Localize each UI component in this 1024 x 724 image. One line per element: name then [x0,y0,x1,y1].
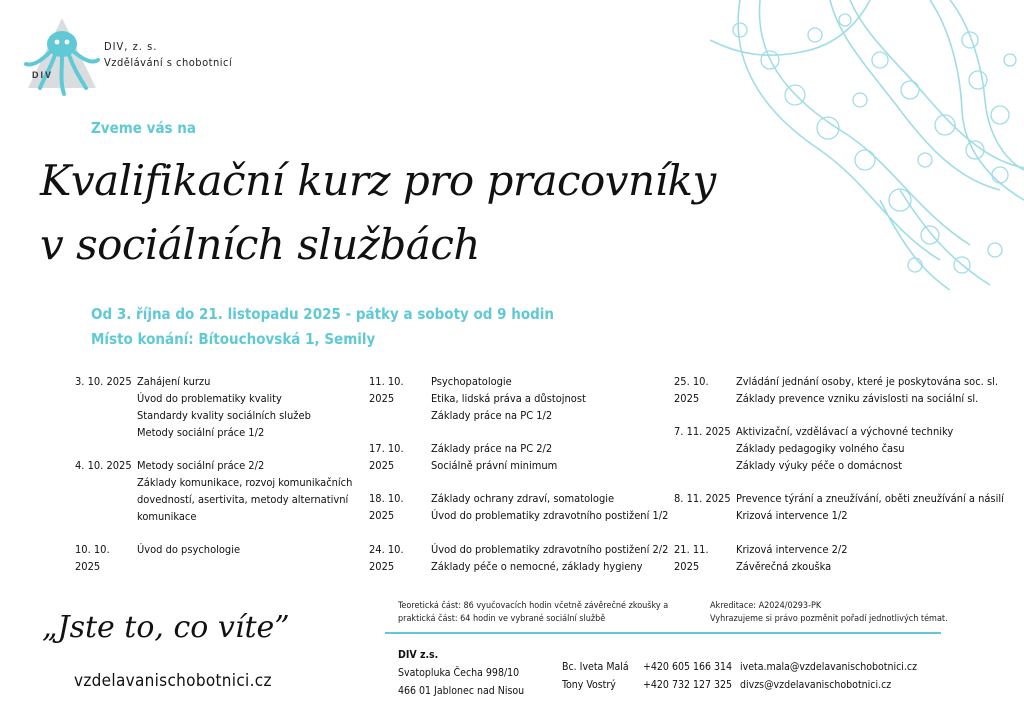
entry-topic: Základy výuky péče o domácnost [736,459,903,472]
footer-city: 466 01 Jablonec nad Nisou [398,685,525,697]
schedule-entry [674,423,953,474]
practice-note: praktická část: 64 hodin ve vybrané sociální službě [398,614,606,624]
footer-names [562,658,629,694]
contact-email[interactable]: iveta.mala@vzdelavanischobotnici.cz [740,661,918,673]
octopus-icon [22,14,100,98]
entry-topic: Zvládání jednání osoby, které je poskytována soc. sl. [736,375,999,388]
entry-topic: komunikace [137,510,197,523]
org-subtitle: Vzdělávání s chobotnicí [104,56,233,69]
entry-topic: Úvod do problematiky kvality [137,392,282,405]
footer-street: Svatopluka Čecha 998/10 [398,667,520,679]
schedule-entry [369,490,668,524]
footer-phones [643,658,732,694]
entry-topic: Prevence týrání a zneužívání, oběti zneužívání a násilí [736,492,1004,505]
entry-topic: Závěrečná zkouška [736,560,832,573]
entry-topic: Krizová intervence 1/2 [736,509,848,522]
entry-topic: Sociálně právní minimum [431,459,558,472]
entry-topic: Aktivizační, vzdělávací a výchovné techniky [736,425,954,438]
entry-topic: Zahájení kurzu [137,375,211,388]
entry-topic: Základy péče o nemocné, základy hygieny [431,560,643,573]
entry-date: 25. 10. 2025 [674,375,709,405]
footer-emails [740,658,917,694]
entry-date: 7. 11. 2025 [674,425,731,438]
website-link[interactable]: vzdelavanischobotnici.cz [74,671,272,691]
schedule-entry [369,373,586,424]
contact-name: Tony Vostrý [562,679,616,691]
entry-topic: Metody sociální práce 2/2 [137,459,265,472]
entry-topic: Základy ochrany zdraví, somatologie [431,492,615,505]
org-name: DIV, z. s. [104,40,158,53]
entry-date: 3. 10. 2025 [75,375,132,388]
entry-date: 8. 11. 2025 [674,492,731,505]
entry-topic: Etika, lidská práva a důstojnost [431,392,586,405]
entry-date: 10. 10. 2025 [75,543,110,573]
divider [385,632,941,634]
contact-name: Bc. Iveta Malá [562,661,629,673]
invite-text: Zveme vás na [91,119,196,137]
entry-topic: Úvod do problematiky zdravotního postižení 2/2 [431,543,669,556]
logo-text: DIV [32,70,54,80]
schedule-entry [674,373,998,407]
entry-date: 4. 10. 2025 [75,459,132,472]
footer-org: DIV z.s. [398,649,439,661]
accreditation: Akreditace: A2024/0293-PK [710,601,822,611]
entry-topic: Úvod do problematiky zdravotního postižení 1/2 [431,509,669,522]
entry-topic: Krizová intervence 2/2 [736,543,848,556]
entry-date: 18. 10. 2025 [369,492,404,522]
schedule-entry [369,440,557,474]
octopus-logo [22,14,100,98]
tentacle-decoration [700,0,1024,290]
entry-date: 21. 11. 2025 [674,543,709,573]
contact-phone[interactable]: +420 605 166 314 [643,661,733,673]
schedule-entry [369,541,668,575]
schedule-entry [75,541,240,575]
schedule-entry [674,490,1004,524]
schedule-entry [75,457,352,525]
schedule-entry [75,373,311,441]
entry-topic: Metody sociální práce 1/2 [137,426,265,439]
entry-date: 17. 10. 2025 [369,442,404,472]
reserve-note: Vyhrazujeme si právo pozměnit pořadí jednotlivých témat. [710,614,948,624]
slogan: „Jste to, co víte” [42,610,290,645]
entry-topic: Základy práce na PC 1/2 [431,409,553,422]
contact-email[interactable]: divzs@vzdelavanischobotnici.cz [740,679,892,691]
entry-topic: Standardy kvality sociálních služeb [137,409,311,422]
entry-topic: Základy komunikace, rozvoj komunikačních [137,476,353,489]
theory-note: Teoretická část: 86 vyučovacích hodin včetně závěrečné zkoušky a [398,601,669,611]
course-location: Místo konání: Bítouchovská 1, Semily [91,330,376,348]
entry-topic: Základy pedagogiky volného času [736,442,905,455]
entry-topic: dovedností, asertivita, metody alternativní [137,493,349,506]
hours-note [398,600,668,626]
contact-phone[interactable]: +420 732 127 325 [643,679,733,691]
footer-address [398,646,524,700]
entry-topic: Psychopatologie [431,375,512,388]
entry-topic: Úvod do psychologie [137,543,241,556]
accreditation-note [710,600,948,626]
schedule-entry [674,541,848,575]
entry-topic: Základy práce na PC 2/2 [431,442,553,455]
course-dates: Od 3. října do 21. listopadu 2025 - pátky a soboty od 9 hodin [91,305,555,323]
entry-topic: Základy prevence vzniku závislosti na sociální sl. [736,392,979,405]
course-title-line2: v sociálních službách [40,220,480,269]
entry-date: 11. 10. 2025 [369,375,404,405]
course-title-line1: Kvalifikační kurz pro pracovníky [40,156,716,205]
entry-date: 24. 10. 2025 [369,543,404,573]
